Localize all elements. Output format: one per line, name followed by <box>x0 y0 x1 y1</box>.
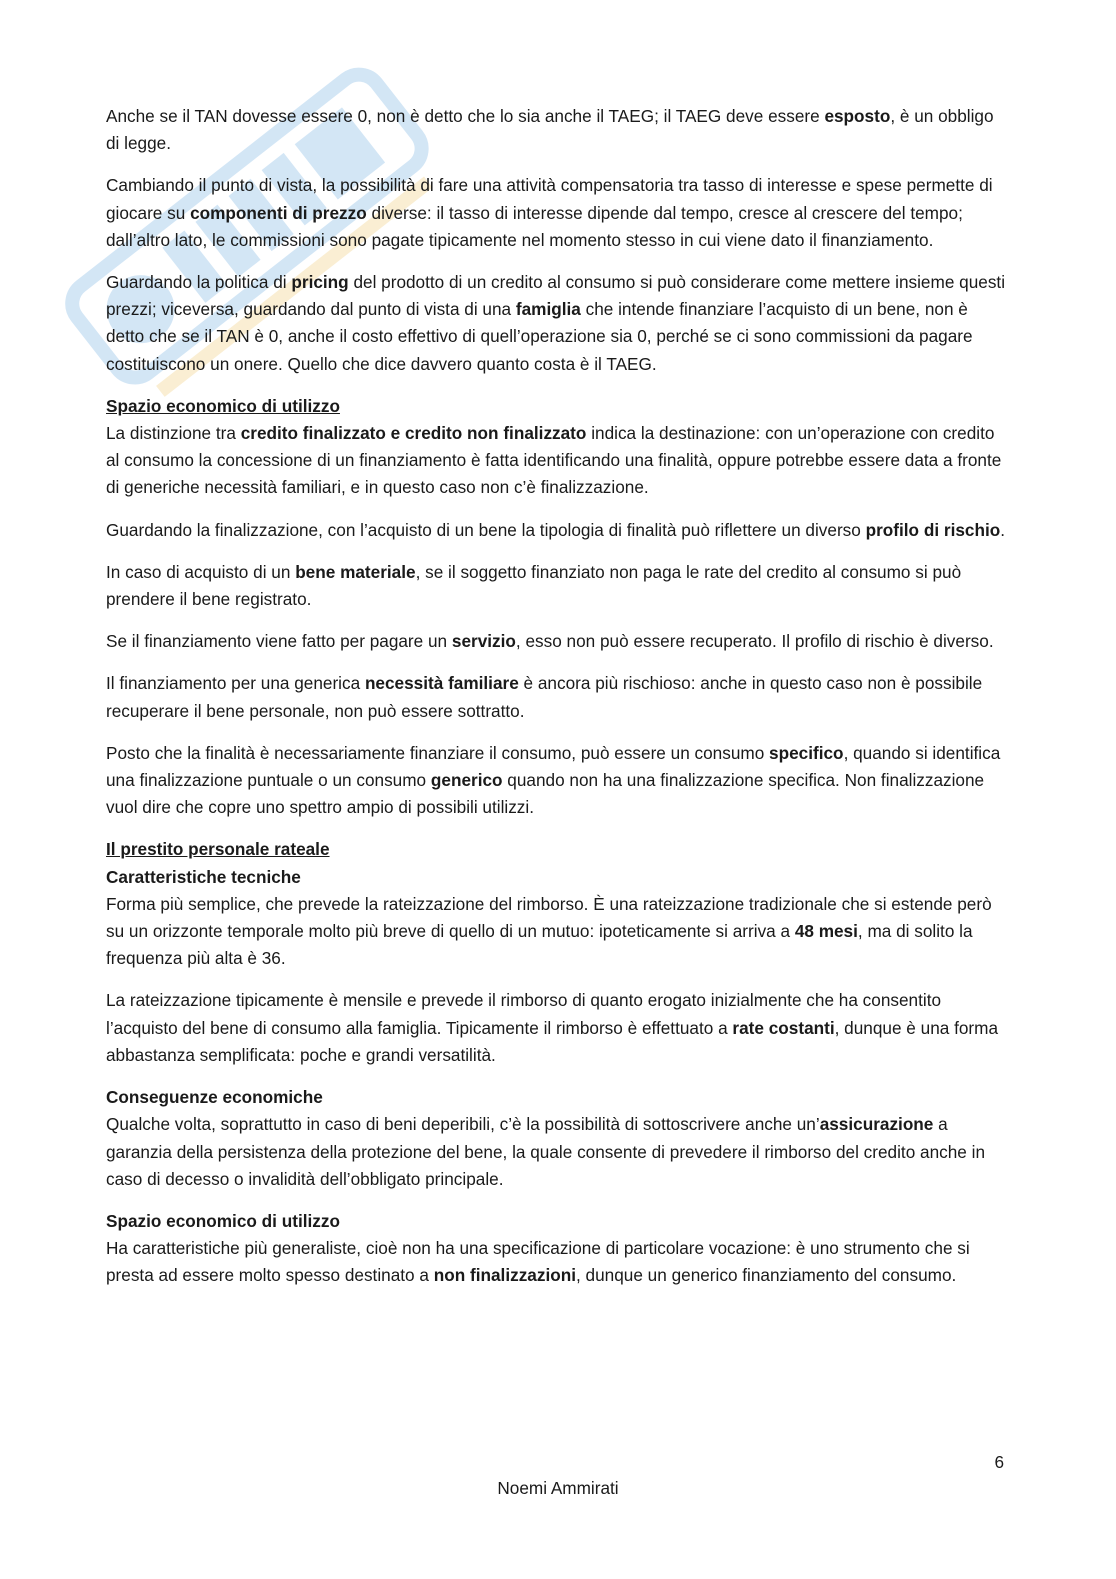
subsection-heading: Spazio economico di utilizzo <box>106 1210 340 1231</box>
paragraph-rate-costanti: La rateizzazione tipicamente è mensile e prevede il rimborso di quanto erogato inizialmente che ha consentito l’acquisto del bene di consumo alla famiglia. Tipicamente il rimborso è effettuato a rate costanti, dunque è una forma abbastanza semplificata: poche e grandi versatilità. <box>106 990 999 1065</box>
paragraph-assicurazione: Qualche volta, soprattutto in caso di beni deperibili, c’è la possibilità di sottoscrivere anche un’assicurazione a garanzia della persistenza della protezione del bene, la quale consente di prevedere il rimborso del credito anche in caso di decesso o invalidità dell’obbligato principale. <box>106 1114 986 1189</box>
section-heading: Spazio economico di utilizzo <box>106 395 340 416</box>
paragraph-finalizzato: La distinzione tra credito finalizzato e credito non finalizzato indica la destinazione: con un’operazione con credito al consumo la concessione di un finanziamento è fatta identificando una finalità, oppure potrebbe essere data a fronte di generiche necessità familiari, e in questo caso non c’è finalizzazione. <box>106 423 1002 498</box>
footer-author: Noemi Ammirati <box>497 1478 619 1498</box>
paragraph-consumo-specifico: Posto che la finalità è necessariamente finanziare il consumo, può essere un consumo specifico, quando si identifica una finalizzazione puntuale o un consumo generico quando non ha una finalizzazione specifica. Non finalizzazione vuol dire che copre uno spettro ampio di possibili utilizzi. <box>106 742 1001 818</box>
paragraph-tan-taeg: Anche se il TAN dovesse essere 0, non è detto che lo sia anche il TAEG; il TAEG deve essere esposto, è un obbligo di legge. <box>106 106 994 154</box>
section-heading: Il prestito personale rateale <box>106 839 330 860</box>
subsection-heading: Caratteristiche tecniche <box>106 866 301 887</box>
document-body <box>106 103 1006 1305</box>
paragraph-pricing: Guardando la politica di pricing del prodotto di un credito al consumo si può considerare come mettere insieme questi prezzi; viceversa, guardando dal punto di vista di una famiglia che intende finanziare l’acquisto di un bene, non è detto che se il TAN è 0, anche il costo effettivo di quell’operazione sia 0, perché se ci sono commissioni da pagare costituiscono un onere. Quello che dice davvero quanto costa è il TAEG. <box>106 272 1006 374</box>
paragraph-rateizzazione: Forma più semplice, che prevede la rateizzazione del rimborso. È una rateizzazione tradizionale che si estende però su un orizzonte temporale molto più breve di quello di un mutuo: ipoteticamente si arriva a 48 mesi, ma di solito la frequenza più alta è 36. <box>106 893 992 969</box>
paragraph-servizio: Se il finanziamento viene fatto per pagare un servizio, esso non può essere recuperato. Il profilo di rischio è diverso. <box>106 631 994 652</box>
paragraph-bene-materiale: In caso di acquisto di un bene materiale, se il soggetto finanziato non paga le rate del credito al consumo si può prendere il bene registrato. <box>106 561 962 610</box>
paragraph-componenti-prezzo: Cambiando il punto di vista, la possibilità di fare una attività compensatoria tra tasso di interesse e spese permette di giocare su componenti di prezzo diverse: il tasso di interesse dipende dal tempo, cresce al crescere del tempo; dall’altro lato, le commissioni sono pagate tipicamente nel momento stesso in cui viene dato il finanziamento. <box>106 175 993 250</box>
paragraph-profilo-rischio: Guardando la finalizzazione, con l’acquisto di un bene la tipologia di finalità può riflettere un diverso profilo di rischio. <box>106 519 1006 540</box>
paragraph-necessita-familiare: Il finanziamento per una generica necessità familiare è ancora più rischioso: anche in questo caso non è possibile recuperare il bene personale, non può essere sottratto. <box>106 673 983 721</box>
paragraph-non-finalizzazioni: Ha caratteristiche più generaliste, cioè non ha una specificazione di particolare vocazione: è uno strumento che si presta ad essere molto spesso destinato a non finalizzazioni, dunque un generico finanziamento del consumo. <box>106 1238 970 1286</box>
page-number: 6 <box>994 1452 1004 1472</box>
subsection-heading: Conseguenze economiche <box>106 1087 323 1108</box>
